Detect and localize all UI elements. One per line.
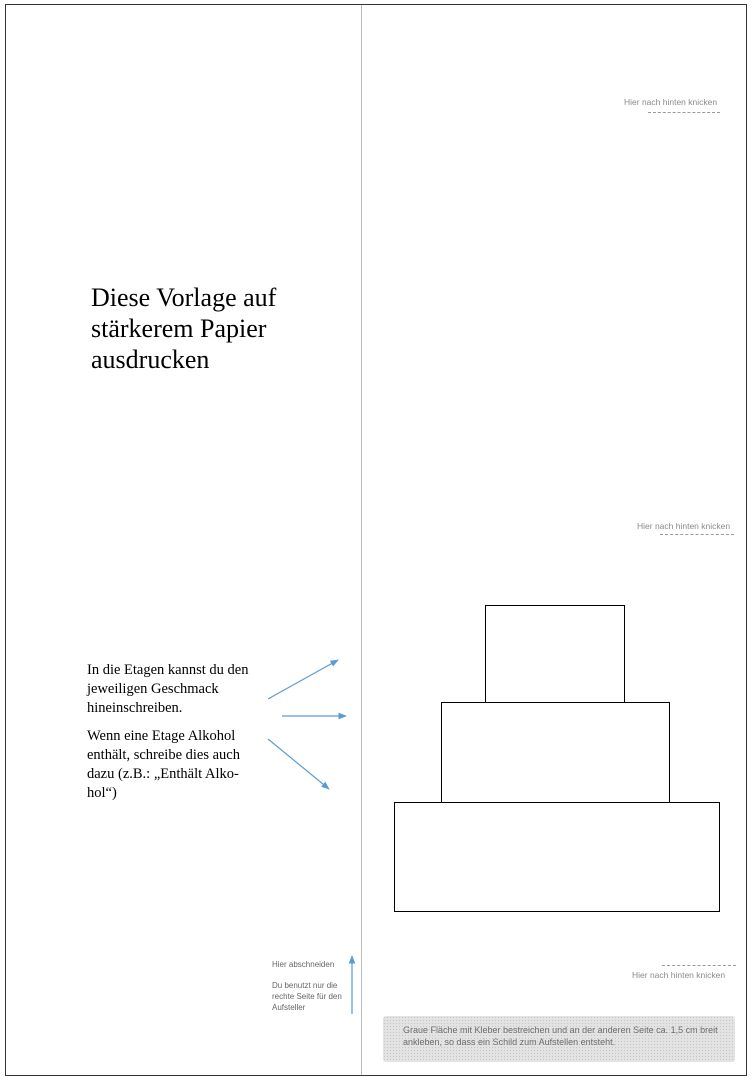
glue-area xyxy=(383,1016,735,1062)
fold-note-top: Hier nach hinten knicken xyxy=(624,97,718,107)
arrow-to-top-tier xyxy=(268,660,338,699)
print-instruction-title: Diese Vorlage auf stärkerem Papier ausdrucken xyxy=(91,283,277,374)
fold-note-middle: Hier nach hinten knicken xyxy=(637,521,731,531)
arrow-to-bottom-tier xyxy=(268,739,329,789)
cut-label: Hier abschneiden xyxy=(272,960,335,969)
cake-tier-middle xyxy=(441,702,670,803)
cake-tier-bottom xyxy=(394,802,720,912)
cake-tier-top xyxy=(485,605,625,703)
fold-note-bottom: Hier nach hinten knicken xyxy=(632,970,726,980)
glue-instruction: Graue Fläche mit Kleber bestreichen und an der anderen Seite ca. 1,5 cm breit ankleben, so dass ein Schild zum Aufstellen entsteht. xyxy=(403,1025,718,1047)
flavor-instruction: In die Etagen kannst du den jeweiligen Geschmack hineinschreiben. xyxy=(87,662,249,716)
cut-note: Du benutzt nur die rechte Seite für den Aufsteller xyxy=(272,981,342,1012)
alcohol-instruction: Wenn eine Etage Alkohol enthält, schreibe dies auch dazu (z.B.: „Enthält Alko-hol“) xyxy=(87,728,240,801)
